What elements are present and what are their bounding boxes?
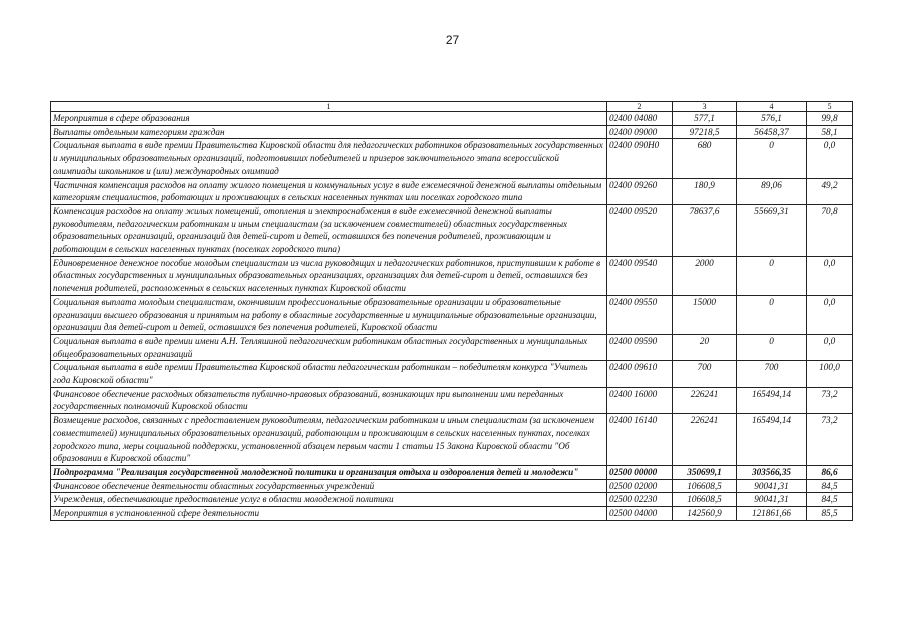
row-percent: 49,2 [807,178,853,204]
row-planned-amount: 350699,1 [673,465,737,479]
row-code: 02400 090Н0 [607,139,673,178]
table-row [51,414,853,466]
row-percent: 0,0 [807,295,853,334]
row-percent: 100,0 [807,361,853,387]
row-description: Финансовое обеспечение деятельности областных государственных учреждений [51,479,607,493]
row-actual-amount: 56458,37 [737,125,807,139]
table-row [51,295,853,334]
row-description: Частичная компенсация расходов на оплату жилого помещения и коммунальных услуг в виде ежемесячной денежной выплаты отдельным категориям специалистов, работающих и проживающих в сельских населенных пунктах или поселках городского типа [51,178,607,204]
row-description: Социальная выплата в виде премии имени А.Н. Тепляшиной педагогическим работникам областных государственных и муниципальных общеобразовательных организаций [51,334,607,360]
row-percent: 73,2 [807,414,853,466]
row-percent: 84,5 [807,479,853,493]
row-planned-amount: 97218,5 [673,125,737,139]
row-code: 02500 02230 [607,493,673,507]
row-percent: 0,0 [807,256,853,295]
row-code: 02400 09610 [607,361,673,387]
row-code: 02400 09550 [607,295,673,334]
row-code: 02400 09260 [607,178,673,204]
row-description: Социальная выплата в виде премии Правительства Кировской области для педагогических работников образовательных государственных и муниципальных образовательных организаций, подготовивших победителей и призеров заключительного этапа всероссийской олимпиады школьников и (или) международных олимпиад [51,139,607,178]
header-col-4: 4 [737,102,807,112]
table-body [51,112,853,521]
table-row [51,465,853,479]
table-row [51,139,853,178]
table-row [51,256,853,295]
row-actual-amount: 165494,14 [737,387,807,413]
row-description: Единовременное денежное пособие молодым специалистам из числа руководящих и педагогических работников, приступившим к работе в областных государственных и муниципальных образовательных организациях, организациях для детей-сирот и детей, оставшихся без попечения родителей, расположенных в сельских населенных пунктах Кировской области [51,256,607,295]
row-actual-amount: 90041,31 [737,479,807,493]
row-actual-amount: 0 [737,256,807,295]
table-row [51,204,853,256]
row-description: Финансовое обеспечение расходных обязательств публично-правовых образований, возникающих при выполнении ими переданных государственных полномочий Кировской области [51,387,607,413]
row-code: 02400 04080 [607,112,673,126]
row-planned-amount: 78637,6 [673,204,737,256]
row-planned-amount: 142560,9 [673,507,737,521]
row-percent: 73,2 [807,387,853,413]
row-planned-amount: 226241 [673,387,737,413]
header-col-2: 2 [607,102,673,112]
row-actual-amount: 700 [737,361,807,387]
table-row [51,507,853,521]
row-description: Возмещение расходов, связанных с предоставлением руководителям, педагогическим работникам и иным специалистам (за исключением совместителей) муниципальных образовательных организаций, работающим и проживающим в сельских населенных пунктах, поселках городского типа, меры социальной поддержки, установленной абзацем первым части 1 статьи 15 Закона Кировской области "Об образовании в Кировской области" [51,414,607,466]
table-row [51,178,853,204]
row-code: 02400 09520 [607,204,673,256]
row-planned-amount: 2000 [673,256,737,295]
row-description: Подпрограмма "Реализация государственной молодежной политики и организация отдыха и оздоровления детей и молодежи" [51,465,607,479]
row-code: 02500 04000 [607,507,673,521]
row-description: Мероприятия в сфере образования [51,112,607,126]
row-code: 02400 09590 [607,334,673,360]
row-code: 02500 02000 [607,479,673,493]
table-row [51,493,853,507]
row-code: 02500 00000 [607,465,673,479]
table-header [51,102,853,112]
row-description: Социальная выплата молодым специалистам, окончившим профессиональные образовательные организации и образовательные организации высшего образования и принятым на работу в областные государственные и муниципальные образовательные организации, организации для детей-сирот и детей, оставшихся без попечения родителей, Кировской области [51,295,607,334]
row-description: Выплаты отдельным категориям граждан [51,125,607,139]
table-row [51,361,853,387]
row-description: Компенсация расходов на оплату жилых помещений, отопления и электроснабжения в виде ежемесячной денежной выплаты руководителям, педагогическим работникам и иным специалистам (за исключением совместителей) областных государственных образовательных организаций, организаций для детей-сирот и детей, оставшихся без попечения родителей, проживающим и работающим в сельских населенных пунктах (поселках городского типа) [51,204,607,256]
row-planned-amount: 106608,5 [673,493,737,507]
table-row [51,112,853,126]
row-percent: 85,5 [807,507,853,521]
row-code: 02400 09540 [607,256,673,295]
row-code: 02400 09000 [607,125,673,139]
row-actual-amount: 0 [737,139,807,178]
row-percent: 84,5 [807,493,853,507]
row-percent: 0,0 [807,139,853,178]
table-row [51,387,853,413]
row-percent: 70,8 [807,204,853,256]
row-planned-amount: 180,9 [673,178,737,204]
row-percent: 0,0 [807,334,853,360]
table-row [51,334,853,360]
row-actual-amount: 165494,14 [737,414,807,466]
row-actual-amount: 303566,35 [737,465,807,479]
row-actual-amount: 576,1 [737,112,807,126]
row-actual-amount: 89,06 [737,178,807,204]
header-col-1: 1 [51,102,607,112]
row-percent: 86,6 [807,465,853,479]
header-row [51,102,853,112]
row-planned-amount: 15000 [673,295,737,334]
row-planned-amount: 20 [673,334,737,360]
row-planned-amount: 700 [673,361,737,387]
row-actual-amount: 0 [737,334,807,360]
row-planned-amount: 680 [673,139,737,178]
row-description: Социальная выплата в виде премии Правительства Кировской области педагогическим работникам – победителям конкурса "Учитель года Кировской области" [51,361,607,387]
row-actual-amount: 121861,66 [737,507,807,521]
row-actual-amount: 55669,31 [737,204,807,256]
row-actual-amount: 0 [737,295,807,334]
budget-execution-table [50,101,853,521]
row-code: 02400 16140 [607,414,673,466]
row-code: 02400 16000 [607,387,673,413]
row-planned-amount: 106608,5 [673,479,737,493]
row-description: Мероприятия в установленной сфере деятельности [51,507,607,521]
table-row [51,125,853,139]
header-col-5: 5 [807,102,853,112]
header-col-3: 3 [673,102,737,112]
table-row [51,479,853,493]
row-percent: 99,8 [807,112,853,126]
page-number: 27 [445,33,460,47]
row-actual-amount: 90041,31 [737,493,807,507]
row-planned-amount: 577,1 [673,112,737,126]
row-description: Учреждения, обеспечивающие предоставление услуг в области молодежной политики [51,493,607,507]
row-percent: 58,1 [807,125,853,139]
row-planned-amount: 226241 [673,414,737,466]
